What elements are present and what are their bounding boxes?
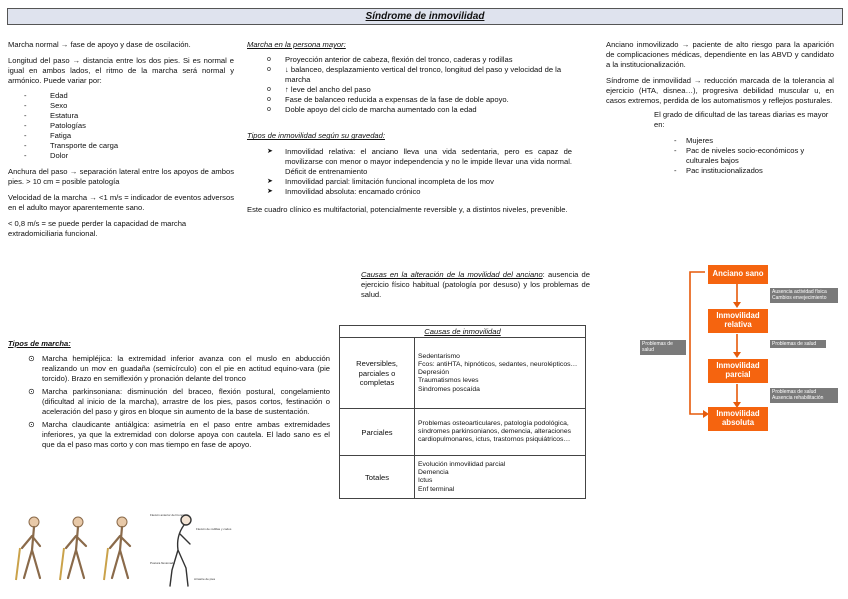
tipos-marcha-list — [8, 354, 330, 450]
cause-item: Enf terminal — [418, 485, 455, 493]
cause-item: Traumatismos leves — [418, 377, 479, 385]
persona-mayor-list — [247, 55, 572, 115]
diagram-label-cause: Problemas de salud Ausencia rehabilitación — [770, 388, 838, 403]
definition: : limitación funcional incompleta de los mov — [347, 177, 494, 187]
cause-item: Sindromes poscaída — [418, 385, 480, 393]
column-middle — [247, 40, 572, 215]
list-item — [247, 187, 572, 197]
inmovilidad-diagram — [640, 262, 840, 432]
diagram-box-anciano-sano: Anciano sano — [708, 265, 768, 284]
anchura-paso: Anchura del paso → separación lateral entre los apoyos de ambos pies. > 10 cm = posible patología — [8, 167, 234, 187]
velocidad-08: < 0,8 m/s = se puede perder la capacidad de marcha extradomiciliaria funcional. — [8, 219, 187, 239]
list-item — [8, 354, 330, 384]
cause-item: Fcos: antiHTA, hipnóticos, sedantes, neurolépticos… — [418, 360, 578, 368]
term: Marcha hemipléjica — [42, 354, 111, 364]
table-row — [340, 409, 586, 456]
list-item: o Proyección anterior de cabeza, flexión del tronco, caderas y rodillas — [247, 55, 572, 65]
list-item — [247, 147, 572, 177]
table-cell-items — [415, 456, 586, 499]
column-right — [606, 40, 834, 176]
list-item: o ↓ balanceo, desplazamiento vertical del tronco, longitud del paso y velocidad de la marcha — [247, 65, 572, 85]
sindrome-definicion: Síndrome de inmovilidad → reducción marcada de la tolerancia al ejercicio (HTA, disnea…), progresiva debilidad muscular u, en casos extremos, perdida de los automatismos y reflejos posturales. — [606, 76, 834, 106]
causas-alteracion-heading: Causas en la alteración de la movilidad del anciano — [361, 270, 543, 279]
list-item: - Dolor — [8, 151, 234, 161]
diagram-box-parcial: Inmovilidad parcial — [708, 359, 768, 383]
marcha-normal: Marcha normal → fase de apoyo y dase de oscilación. — [8, 40, 191, 49]
longitud-paso: Longitud del paso → distancia entre los dos pies. Si es normal e igual en ambos lados, el ritmo de la marcha será normal y armónico. Puede variar por: — [8, 56, 234, 86]
figure-note: Postura flexionada — [150, 561, 175, 565]
cause-item: Evolución inmovilidad parcial — [418, 460, 506, 468]
list-item: - Mujeres — [658, 136, 834, 146]
definition: : la extremidad inferior avanza con el muslo en abducción realizando un mov en guadaña (semicírculo) con el pie en actitud equino-vara (pie torcido). Brazo en semiflexión y pronación delante del tronco — [42, 354, 331, 384]
list-item — [247, 177, 572, 187]
term: Marcha claudicante antiálgica — [42, 420, 148, 430]
list-item: - Pac institucionalizados — [658, 166, 834, 176]
gait-illustration — [10, 508, 232, 594]
cause-item: Depresión — [418, 369, 449, 377]
diagram-label-left: Problemas de salud — [640, 340, 686, 355]
multifactorial-text: Este cuadro clínico es multifactorial, potencialmente reversible y, a distintos niveles, prevenible. — [247, 205, 568, 215]
figure-note: Flexión de rodillas y codos — [196, 527, 232, 531]
table-row — [340, 456, 586, 499]
causas-table — [339, 325, 586, 499]
diagram-box-relativa: Inmovilidad relativa — [708, 309, 768, 333]
cause-item: Sedentarismo — [418, 352, 460, 360]
factores-list — [8, 91, 234, 161]
grado-dificultad: El grado de dificultad de las tareas diarias es mayor en: — [654, 110, 829, 130]
definition: : el anciano lleva una vida sedentaria, pero es capaz de movilizarse con menor o mayor independencia y no le impide llevar una vida normal. Déficit de entrenamiento — [285, 147, 573, 177]
definition: : encamado crónico — [354, 187, 421, 197]
tipos-gravedad-list — [247, 147, 572, 197]
persona-mayor-heading: Marcha en la persona mayor: — [247, 40, 346, 49]
tipos-marcha-heading: Tipos de marcha: — [8, 339, 71, 348]
definition: : disminución del braceo, flexión postural, congelamiento (dificultad al inicio de la marcha), arrastre de los pies, pasos cortos, festinación o aceleración del paso y giros en bloque sin aumento de la base de sustentación. — [42, 387, 331, 417]
diagram-box-absoluta: Inmovilidad absoluta — [708, 407, 768, 431]
parkinson-figure — [170, 515, 191, 586]
list-item: - Estatura — [8, 111, 234, 121]
term: Marcha parkinsoniana — [42, 387, 120, 397]
list-item: - Transporte de carga — [8, 141, 234, 151]
definition: : asimetría en el paso entre ambas extremidades inferiores, ya que la extremidad con dolorse apoya con cautela. El lado sano es el que da el paso mas corto y con mas tiempo en fase de apoyo. — [42, 420, 330, 450]
table-heading: Causas de inmovilidad — [340, 326, 586, 338]
table-cell-items — [415, 338, 586, 409]
cause-item: Problemas osteoarticulares, patología podológica, síndromes parkinsonianos, demencia, alteraciones cardiopulmonares, ictus, trastornos psiquiátricos… — [418, 419, 572, 444]
table-row — [340, 338, 586, 409]
list-item: o Fase de balanceo reducida a expensas de la fase de doble apoyo. — [247, 95, 572, 105]
list-item: o Doble apoyo del ciclo de marcha aumentado con la edad — [247, 105, 572, 115]
table-cell-category: Reversibles, parciales o completas — [340, 338, 415, 409]
tipos-marcha-section — [8, 339, 330, 450]
list-item: o ↑ leve del ancho del paso — [247, 85, 572, 95]
column-left — [8, 40, 234, 239]
list-item — [8, 420, 330, 450]
list-item: - Pac de niveles socio-económicos y culturales bajos — [658, 146, 834, 166]
cause-item: Demencia — [418, 468, 449, 476]
table-cell-items — [415, 409, 586, 456]
walking-canes — [16, 548, 108, 580]
diagram-label-cause: Problemas de salud — [770, 340, 826, 348]
list-item: - Patologías — [8, 121, 234, 131]
diagram-label-cause: Ausencia actividad física Cambios envejecimiento — [770, 288, 838, 303]
tipos-gravedad-heading: Tipos de inmovilidad según su gravedad: — [247, 131, 385, 141]
term: Inmovilidad parcial — [285, 177, 348, 187]
term: Inmovilidad absoluta — [285, 187, 355, 197]
grupos-list — [658, 136, 834, 176]
causas-alteracion-text: : ausencia de ejercicio físico habitual (patología por desuso) y los problemas de salud. — [361, 270, 590, 300]
table-cell-category: Totales — [340, 456, 415, 499]
list-item: - Fatiga — [8, 131, 234, 141]
list-item — [8, 387, 330, 417]
walking-figures — [22, 517, 130, 578]
list-item: - Edad — [8, 91, 234, 101]
list-item: - Sexo — [8, 101, 234, 111]
figure-note: Flexión anterior del tronco — [150, 513, 185, 517]
velocidad-marcha: Velocidad de la marcha → <1 m/s = indicador de eventos adversos en el adulto mayor aparentemente sano. — [8, 193, 234, 213]
figure-note: Arrastre de pies — [194, 577, 216, 581]
table-cell-category: Parciales — [340, 409, 415, 456]
anciano-inmovilizado: Anciano inmovilizado → paciente de alto riesgo para la aparición de complicaciones médicas, dependiente en las ABVD y candidato a la institucionalización. — [606, 40, 834, 70]
causas-alteracion — [361, 270, 590, 300]
figure-notes — [150, 513, 232, 581]
term: Inmovilidad relativa — [285, 147, 354, 157]
cause-item: Ictus — [418, 477, 433, 485]
table-header-row — [340, 326, 586, 338]
page-title: Síndrome de inmovilidad — [7, 8, 843, 25]
